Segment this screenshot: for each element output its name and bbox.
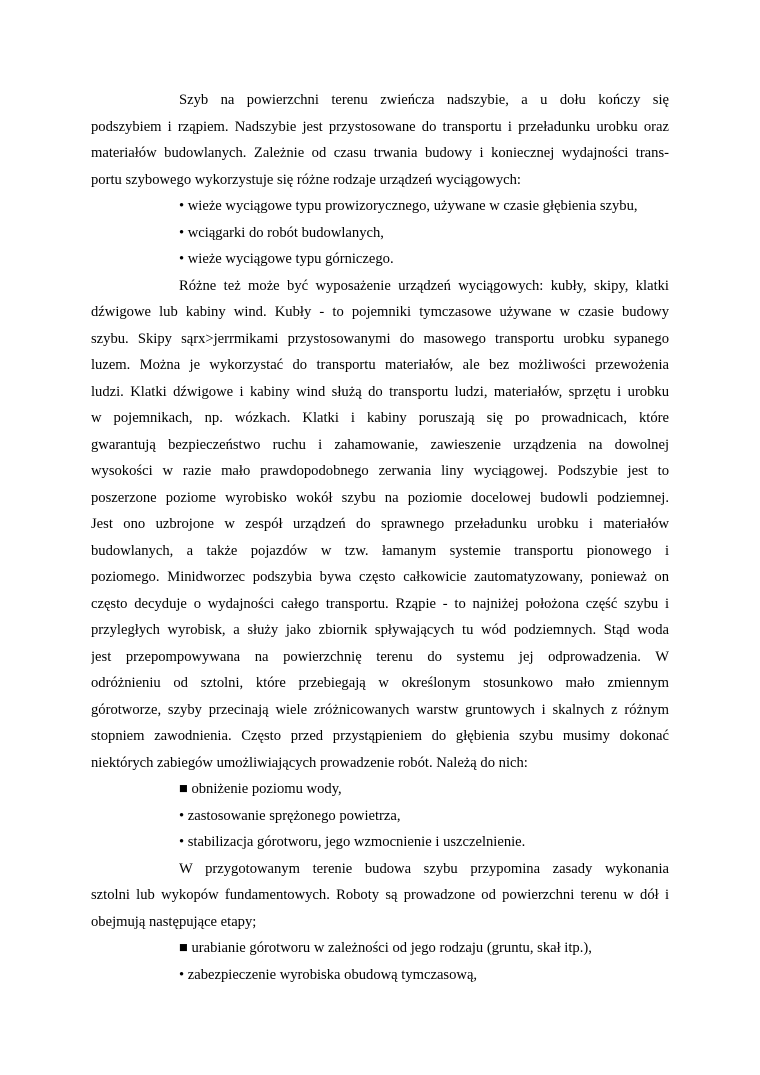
bullet-item: • stabilizacja górotworu, jego wzmocnienie i uszczelnienie. xyxy=(179,834,526,850)
text-line: portu szybowego wykorzystuje się różne rodzaje urządzeń wyciągowych: xyxy=(91,171,521,188)
text-line: dźwigowe lub kabiny wind. Kubły - to pojemniki tymczasowe używane w czasie budowy xyxy=(91,304,669,320)
bullet-item: ■ urabianie górotworu w zależności od jego rodzaju (gruntu, skał itp.), xyxy=(179,940,592,956)
text-line: jest przepompowywana na powierzchnię terenu do systemu jej odprowadzenia. W xyxy=(91,648,669,665)
text-line: obejmują następujące etapy; xyxy=(91,913,257,930)
text-line: górotworze, szyby przecinają wiele zróżnicowanych warstw gruntowych i skalnych z różnym xyxy=(91,701,669,718)
text-line: przyległych wyrobisk, a służy jako zbiornik spływających tu wód podziemnych. Stąd woda xyxy=(91,622,669,638)
text-line: Różne też może być wyposażenie urządzeń wyciągowych: kubły, skipy, klatki xyxy=(179,277,669,294)
text-line: wysokości w razie mało prawdopodobnego zerwania liny wyciągowej. Podszybie jest to xyxy=(91,463,669,479)
bullet-item: • zabezpieczenie wyrobiska obudową tymczasową, xyxy=(179,966,478,983)
bullet-item: • wieże wyciągowe typu prowizorycznego, używane w czasie głębienia szybu, xyxy=(179,198,638,214)
bullet-item: • zastosowanie sprężonego powietrza, xyxy=(179,807,401,824)
text-line: budowlanych, a także pojazdów w tzw. łamanym systemie transportu pionowego i xyxy=(91,542,669,559)
text-line: szybu. Skipy sąrx>jerrmikami przystosowanymi do masowego transportu urobku sypanego xyxy=(91,330,669,347)
document-body xyxy=(91,87,669,988)
text-line: często decyduje o wydajności całego transportu. Rząpie - to najniżej położona część szybu i xyxy=(91,595,669,612)
text-line: Jest ono uzbrojone w zespół urządzeń do sprawnego przeładunku urobku i materiałów xyxy=(91,516,669,532)
text-line: sztolni lub wykopów fundamentowych. Roboty są prowadzone od powierzchni terenu w dół i xyxy=(91,887,669,903)
bullet-item: ■ obniżenie poziomu wody, xyxy=(179,781,342,797)
text-line: w pojemnikach, np. wózkach. Klatki i kabiny poruszają się po prowadnicach, które xyxy=(91,410,669,426)
text-line: stopniem zawodnienia. Często przed przystąpieniem do głębienia szybu musimy dokonać xyxy=(91,728,669,744)
text-line: poszerzone poziome wyrobisko wokół szybu na poziomie docelowej budowli podziemnej. xyxy=(91,489,669,506)
text-line: gwarantują bezpieczeństwo ruchu i zahamowanie, zawieszenie urządzenia na dowolnej xyxy=(91,436,669,453)
text-line: niektórych zabiegów umożliwiających prowadzenie robót. Należą do nich: xyxy=(91,754,528,771)
text-line: W przygotowanym terenie budowa szybu przypomina zasady wykonania xyxy=(179,860,669,877)
bullet-item: • wieże wyciągowe typu górniczego. xyxy=(179,251,394,267)
text-line: materiałów budowlanych. Zależnie od czasu trwania budowy i koniecznej wydajności trans- xyxy=(91,145,669,161)
text-line: odróżnieniu od sztolni, które przebiegają w określonym stosunkowo mało zmiennym xyxy=(91,675,669,691)
text-line: ludzi. Klatki dźwigowe i kabiny wind służą do transportu ludzi, materiałów, sprzętu i urobku xyxy=(91,383,669,400)
text-line: Szyb na powierzchni terenu zwieńcza nadszybie, a u dołu kończy się xyxy=(179,92,669,108)
bullet-item: • wciągarki do robót budowlanych, xyxy=(179,224,384,241)
text-line: poziomego. Minidworzec podszybia bywa często całkowicie zautomatyzowany, ponieważ on xyxy=(91,569,669,585)
text-line: podszybiem i rząpiem. Nadszybie jest przystosowane do transportu i przeładunku urobku oraz xyxy=(91,118,669,135)
text-line: luzem. Można je wykorzystać do transportu materiałów, ale bez możliwości przewożenia xyxy=(91,357,669,373)
